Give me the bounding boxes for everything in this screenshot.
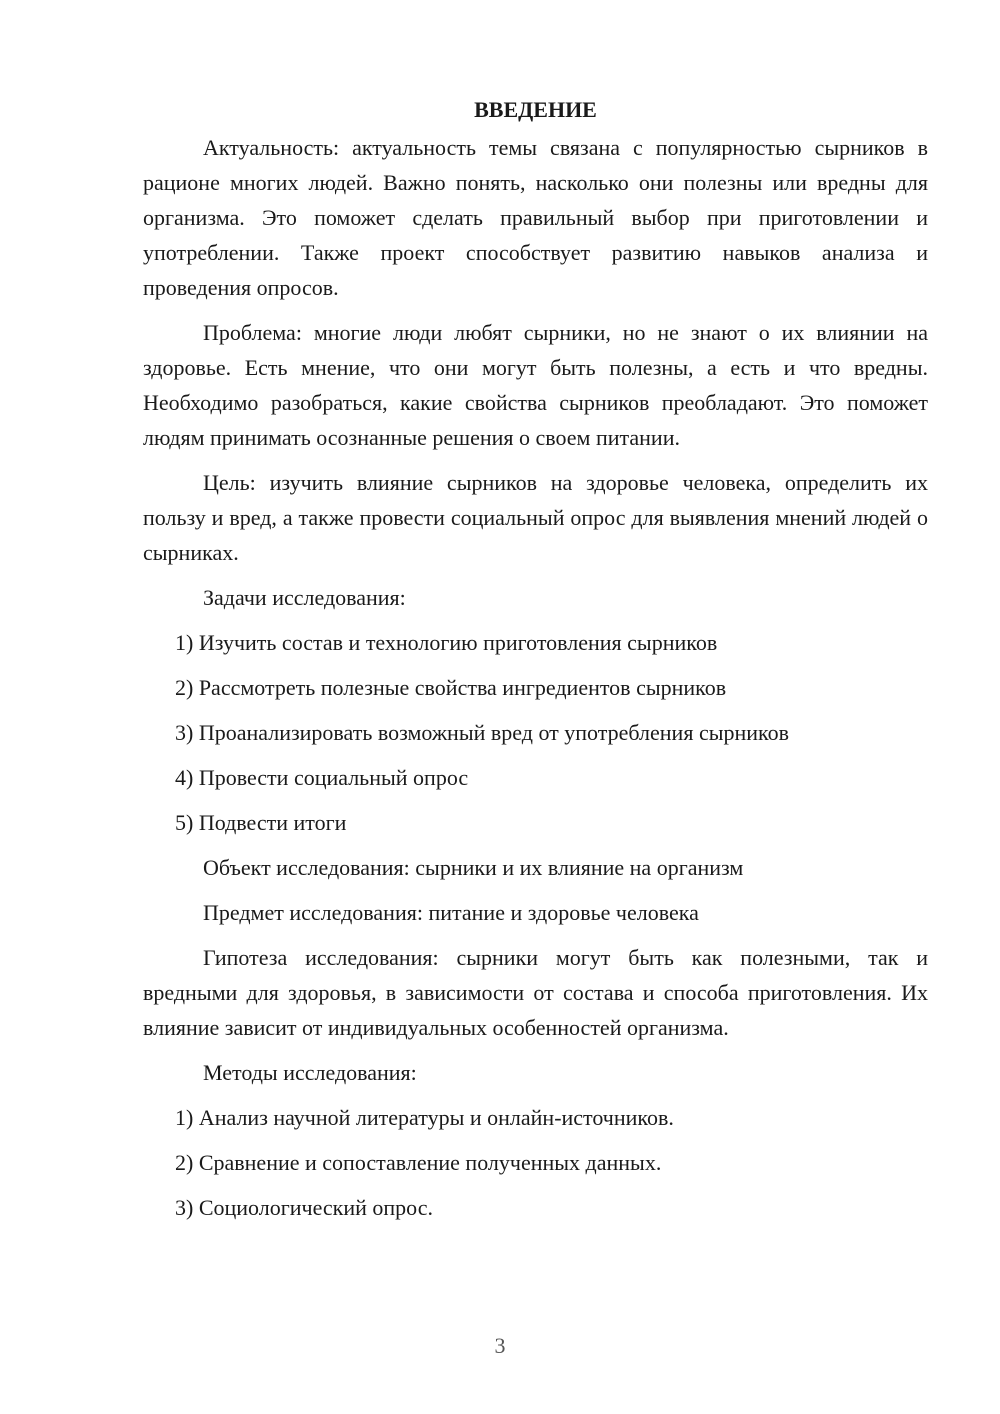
task-item: 5) Подвести итоги — [175, 810, 347, 835]
object-line: Объект исследования: сырники и их влияние на организм — [203, 855, 744, 880]
page-number: 3 — [494, 1333, 506, 1358]
problem-paragraph: Проблема: многие люди любят сырники, но не знают о их влиянии на здоровье. Есть мнение, что они могут быть полезны, а есть и что вредны. Необходимо разобраться, какие свойства сырников преобладают. Это поможет людям принимать осознанные решения о своем питании. — [143, 320, 928, 450]
method-item: 3) Социологический опрос. — [175, 1195, 433, 1220]
method-item: 1) Анализ научной литературы и онлайн-источников. — [175, 1105, 674, 1130]
task-item: 2) Рассмотреть полезные свойства ингредиентов сырников — [175, 675, 727, 700]
document-page — [143, 92, 928, 1235]
methods-label: Методы исследования: — [203, 1060, 417, 1085]
method-item: 2) Сравнение и сопоставление полученных данных. — [175, 1150, 662, 1175]
hypothesis-paragraph: Гипотеза исследования: сырники могут быть как полезными, так и вредными для здоровья, в зависимости от состава и способа приготовления. Их влияние зависит от индивидуальных особенностей организма. — [143, 945, 928, 1040]
subject-line: Предмет исследования: питание и здоровье человека — [203, 900, 699, 925]
task-item: 4) Провести социальный опрос — [175, 765, 469, 790]
task-item: 3) Проанализировать возможный вред от употребления сырников — [175, 720, 790, 745]
tasks-label: Задачи исследования: — [203, 585, 406, 610]
relevance-paragraph: Актуальность: актуальность темы связана с популярностью сырников в рационе многих людей. Важно понять, насколько они полезны или вредны для организма. Это поможет сделать правильный выбор при приготовлении и употреблении. Также проект способствует развитию навыков анализа и проведения опросов. — [143, 135, 928, 300]
section-heading: ВВЕДЕНИЕ — [474, 97, 597, 122]
task-item: 1) Изучить состав и технологию приготовления сырников — [175, 630, 718, 655]
goal-paragraph: Цель: изучить влияние сырников на здоровье человека, определить их пользу и вред, а также провести социальный опрос для выявления мнений людей о сырниках. — [143, 470, 928, 565]
